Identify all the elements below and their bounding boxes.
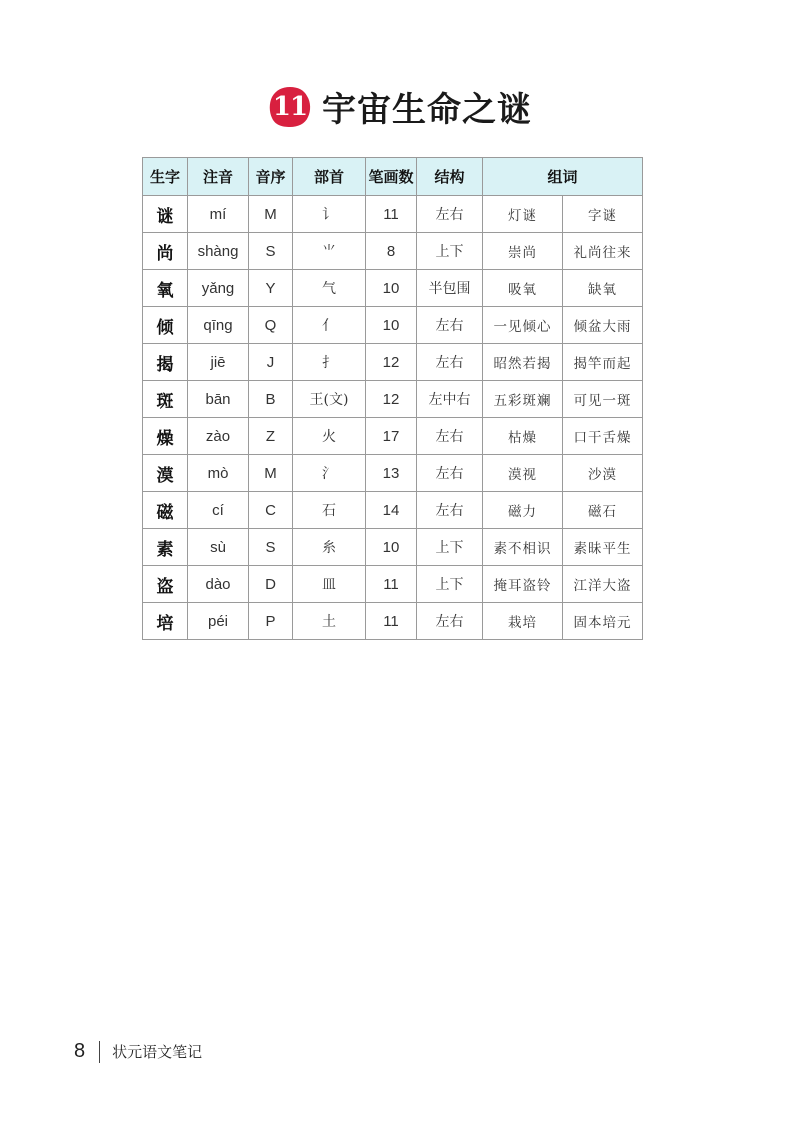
table-row bbox=[143, 529, 643, 566]
cell-pinyin: cí bbox=[188, 492, 249, 529]
cell-sequence: J bbox=[249, 344, 293, 381]
cell-radical: 扌 bbox=[293, 344, 366, 381]
table-row bbox=[143, 196, 643, 233]
cell-structure: 上下 bbox=[417, 233, 483, 270]
header-structure: 结构 bbox=[417, 158, 483, 196]
lesson-number: 11 bbox=[272, 91, 308, 122]
cell-pinyin: jiē bbox=[188, 344, 249, 381]
header-pinyin: 注音 bbox=[188, 158, 249, 196]
cell-char: 培 bbox=[143, 603, 188, 640]
table-row bbox=[143, 492, 643, 529]
cell-radical: 糸 bbox=[293, 529, 366, 566]
cell-char: 谜 bbox=[143, 196, 188, 233]
cell-word-1: 素不相识 bbox=[483, 529, 563, 566]
cell-sequence: Z bbox=[249, 418, 293, 455]
cell-structure: 上下 bbox=[417, 529, 483, 566]
cell-strokes: 8 bbox=[366, 233, 417, 270]
cell-word-2: 字谜 bbox=[563, 196, 643, 233]
cell-pinyin: péi bbox=[188, 603, 249, 640]
cell-char: 漠 bbox=[143, 455, 188, 492]
page-number: 8 bbox=[74, 1040, 86, 1062]
cell-structure: 上下 bbox=[417, 566, 483, 603]
cell-pinyin: yǎng bbox=[188, 270, 249, 307]
cell-pinyin: dào bbox=[188, 566, 249, 603]
lesson-title: 宇宙生命之谜 bbox=[322, 90, 532, 130]
table-row bbox=[143, 418, 643, 455]
page-footer bbox=[74, 1040, 202, 1063]
cell-strokes: 13 bbox=[366, 455, 417, 492]
cell-strokes: 11 bbox=[366, 603, 417, 640]
cell-pinyin: mò bbox=[188, 455, 249, 492]
table-row bbox=[143, 307, 643, 344]
cell-radical: 王(文) bbox=[293, 381, 366, 418]
cell-sequence: P bbox=[249, 603, 293, 640]
cell-word-2: 可见一斑 bbox=[563, 381, 643, 418]
cell-radical: 气 bbox=[293, 270, 366, 307]
cell-word-2: 礼尚往来 bbox=[563, 233, 643, 270]
cell-pinyin: zào bbox=[188, 418, 249, 455]
cell-word-1: 漠视 bbox=[483, 455, 563, 492]
cell-structure: 左右 bbox=[417, 344, 483, 381]
footer-divider bbox=[99, 1041, 100, 1063]
cell-strokes: 17 bbox=[366, 418, 417, 455]
cell-word-1: 五彩斑斓 bbox=[483, 381, 563, 418]
table-row bbox=[143, 566, 643, 603]
cell-word-1: 磁力 bbox=[483, 492, 563, 529]
header-words: 组词 bbox=[483, 158, 643, 196]
table-header-row bbox=[143, 158, 643, 196]
cell-char: 倾 bbox=[143, 307, 188, 344]
cell-strokes: 10 bbox=[366, 529, 417, 566]
cell-word-2: 揭竿而起 bbox=[563, 344, 643, 381]
cell-word-2: 磁石 bbox=[563, 492, 643, 529]
cell-structure: 左右 bbox=[417, 418, 483, 455]
cell-sequence: S bbox=[249, 233, 293, 270]
cell-strokes: 12 bbox=[366, 344, 417, 381]
cell-char: 燥 bbox=[143, 418, 188, 455]
cell-radical: 皿 bbox=[293, 566, 366, 603]
cell-pinyin: qīng bbox=[188, 307, 249, 344]
cell-radical: 讠 bbox=[293, 196, 366, 233]
cell-radical: 土 bbox=[293, 603, 366, 640]
cell-pinyin: bān bbox=[188, 381, 249, 418]
cell-radical: 火 bbox=[293, 418, 366, 455]
cell-word-2: 倾盆大雨 bbox=[563, 307, 643, 344]
table-row bbox=[143, 344, 643, 381]
cell-strokes: 11 bbox=[366, 566, 417, 603]
cell-word-1: 昭然若揭 bbox=[483, 344, 563, 381]
cell-radical: 亻 bbox=[293, 307, 366, 344]
cell-word-1: 掩耳盗铃 bbox=[483, 566, 563, 603]
header-char: 生字 bbox=[143, 158, 188, 196]
cell-char: 氧 bbox=[143, 270, 188, 307]
new-characters-table bbox=[142, 157, 643, 640]
cell-sequence: M bbox=[249, 196, 293, 233]
lesson-number-badge bbox=[268, 85, 312, 129]
cell-pinyin: shàng bbox=[188, 233, 249, 270]
cell-structure: 半包围 bbox=[417, 270, 483, 307]
cell-strokes: 10 bbox=[366, 307, 417, 344]
cell-char: 斑 bbox=[143, 381, 188, 418]
table-row bbox=[143, 455, 643, 492]
cell-char: 磁 bbox=[143, 492, 188, 529]
cell-radical: ⺌ bbox=[293, 233, 366, 270]
header-strokes: 笔画数 bbox=[366, 158, 417, 196]
book-name: 状元语文笔记 bbox=[112, 1043, 203, 1061]
table-row bbox=[143, 233, 643, 270]
cell-structure: 左右 bbox=[417, 196, 483, 233]
cell-word-2: 口干舌燥 bbox=[563, 418, 643, 455]
cell-sequence: M bbox=[249, 455, 293, 492]
table-body bbox=[143, 196, 643, 640]
lesson-header bbox=[0, 82, 800, 131]
cell-structure: 左右 bbox=[417, 307, 483, 344]
table-row bbox=[143, 603, 643, 640]
cell-word-1: 枯燥 bbox=[483, 418, 563, 455]
cell-sequence: B bbox=[249, 381, 293, 418]
cell-structure: 左右 bbox=[417, 492, 483, 529]
cell-radical: 石 bbox=[293, 492, 366, 529]
cell-word-2: 缺氧 bbox=[563, 270, 643, 307]
cell-structure: 左右 bbox=[417, 603, 483, 640]
cell-structure: 左中右 bbox=[417, 381, 483, 418]
cell-word-2: 素昧平生 bbox=[563, 529, 643, 566]
table-row bbox=[143, 270, 643, 307]
cell-pinyin: sù bbox=[188, 529, 249, 566]
cell-word-2: 江洋大盗 bbox=[563, 566, 643, 603]
cell-pinyin: mí bbox=[188, 196, 249, 233]
cell-sequence: Q bbox=[249, 307, 293, 344]
cell-structure: 左右 bbox=[417, 455, 483, 492]
cell-strokes: 10 bbox=[366, 270, 417, 307]
cell-word-1: 吸氧 bbox=[483, 270, 563, 307]
cell-word-1: 栽培 bbox=[483, 603, 563, 640]
header-radical: 部首 bbox=[293, 158, 366, 196]
cell-strokes: 11 bbox=[366, 196, 417, 233]
cell-char: 素 bbox=[143, 529, 188, 566]
cell-strokes: 14 bbox=[366, 492, 417, 529]
cell-word-1: 灯谜 bbox=[483, 196, 563, 233]
cell-char: 盗 bbox=[143, 566, 188, 603]
cell-sequence: Y bbox=[249, 270, 293, 307]
cell-sequence: C bbox=[249, 492, 293, 529]
cell-word-2: 沙漠 bbox=[563, 455, 643, 492]
cell-sequence: S bbox=[249, 529, 293, 566]
cell-word-1: 崇尚 bbox=[483, 233, 563, 270]
cell-char: 揭 bbox=[143, 344, 188, 381]
cell-char: 尚 bbox=[143, 233, 188, 270]
header-sequence: 音序 bbox=[249, 158, 293, 196]
cell-word-2: 固本培元 bbox=[563, 603, 643, 640]
cell-strokes: 12 bbox=[366, 381, 417, 418]
cell-radical: 氵 bbox=[293, 455, 366, 492]
table-row bbox=[143, 381, 643, 418]
cell-sequence: D bbox=[249, 566, 293, 603]
cell-word-1: 一见倾心 bbox=[483, 307, 563, 344]
